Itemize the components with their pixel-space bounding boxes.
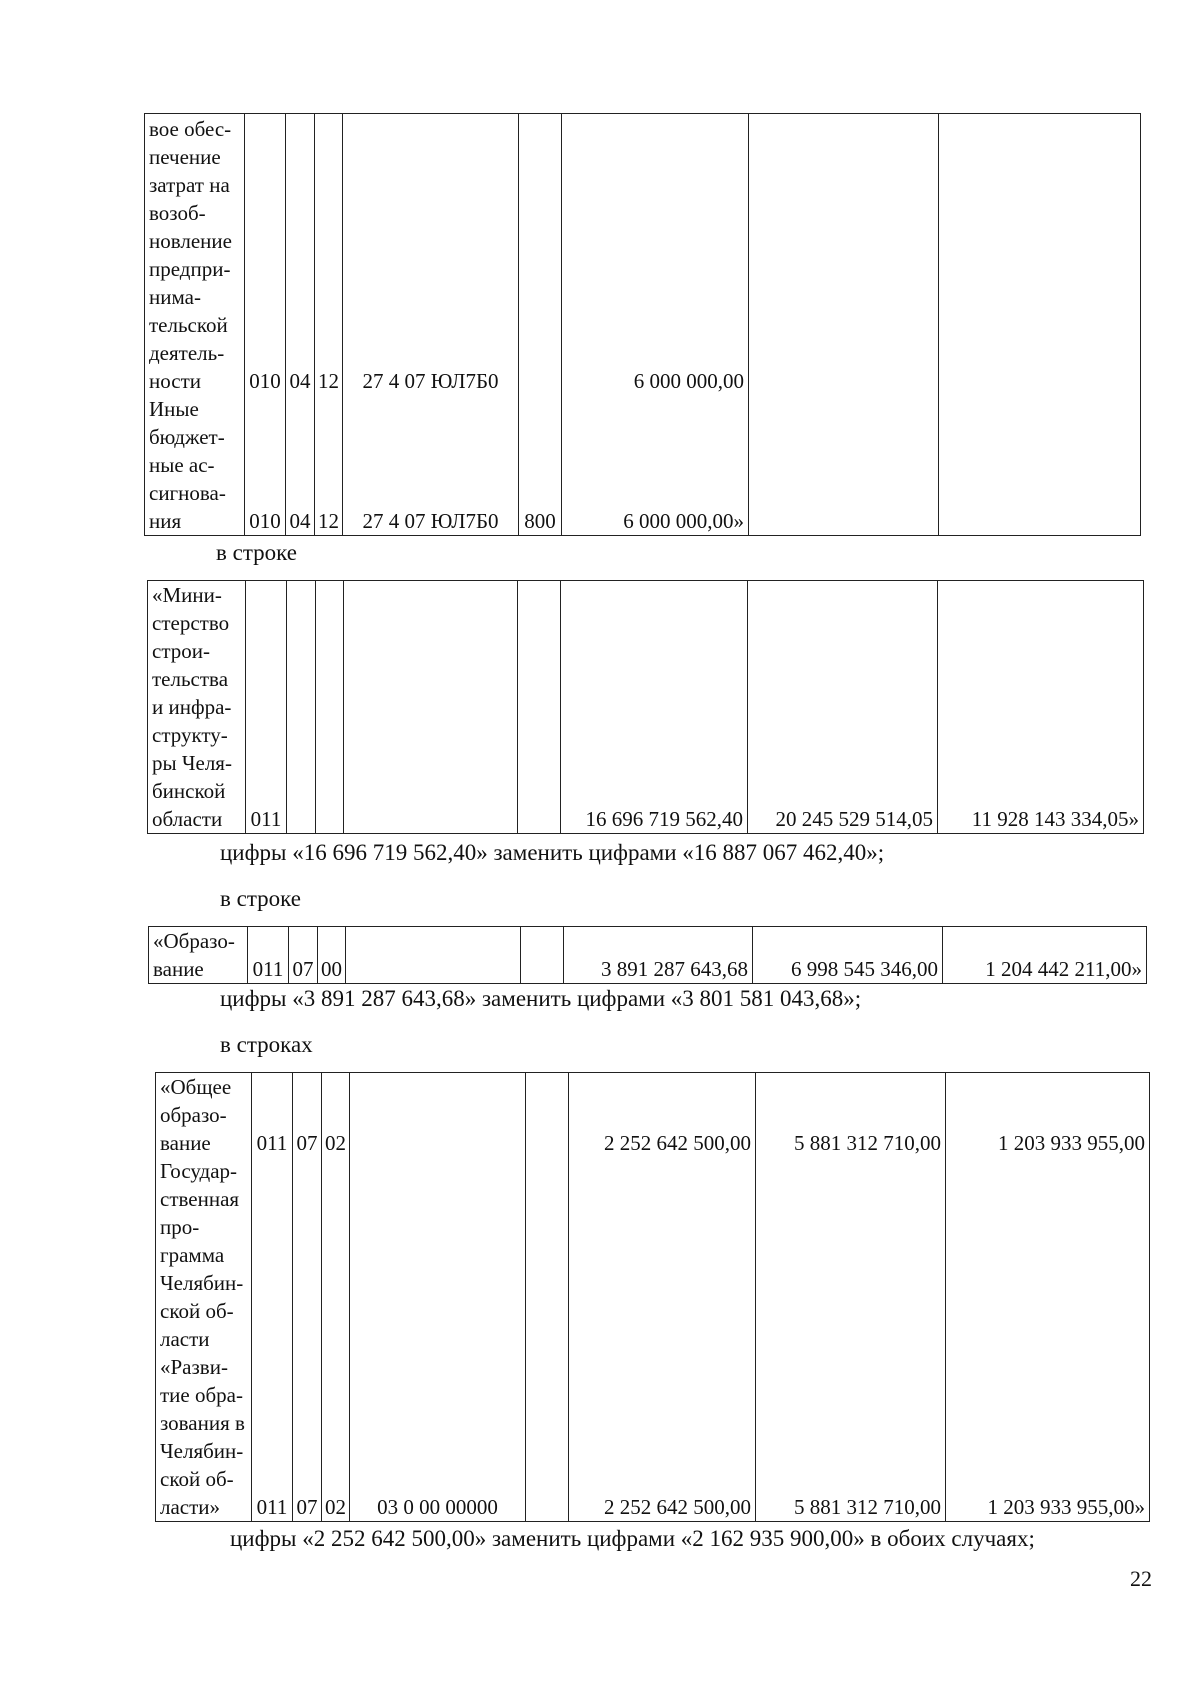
name-line: ния [149, 509, 182, 533]
table-row [148, 581, 1144, 834]
gr-value: 011 [256, 1131, 288, 1155]
name-line: тие обра- [160, 1383, 243, 1407]
gr-cell [252, 1073, 293, 1522]
pr-value: 02 [325, 1131, 346, 1155]
budget-table-2 [147, 580, 1144, 834]
sum1-value: 6 000 000,00» [623, 509, 744, 533]
sum1-cell: 3 891 287 643,68 [564, 927, 753, 984]
name-line: возоб- [149, 201, 206, 225]
name-line: тельства [152, 667, 229, 691]
sum3-cell [946, 1073, 1150, 1522]
name-line: про- [160, 1215, 200, 1239]
name-line: «Мини- [152, 583, 222, 607]
name-line: ры Челя- [152, 751, 232, 775]
name-line: сигнова- [149, 481, 226, 505]
rz-value: 04 [289, 369, 311, 393]
expense-name-cell [156, 1073, 252, 1522]
name-line: новление [149, 229, 232, 253]
expense-name-cell [149, 927, 248, 984]
csr-value: 27 4 07 ЮЛ7Б0 [362, 369, 499, 393]
sum3-cell [939, 114, 1141, 536]
name-line: стерство [152, 611, 230, 635]
name-line: «Общее [160, 1075, 232, 1099]
gr-value: 011 [256, 1495, 288, 1519]
sum1-cell [569, 1073, 756, 1522]
sum3-cell: 1 204 442 211,00» [943, 927, 1147, 984]
name-line: зования в [160, 1411, 245, 1435]
name-line: нима- [149, 285, 201, 309]
pr-cell [315, 114, 343, 536]
rz-cell [293, 1073, 322, 1522]
instruction-text: цифры «2 252 642 500,00» заменить цифрами «2 162 935 900,00» в обоих случаях; [230, 1526, 1035, 1551]
rz-cell: 07 [289, 927, 318, 984]
name-line: бюджет- [149, 425, 225, 449]
gr-cell: 011 [248, 927, 289, 984]
rz-value: 07 [296, 1131, 318, 1155]
pr-cell [322, 1073, 350, 1522]
sum2-cell: 6 998 545 346,00 [753, 927, 943, 984]
rz-value: 07 [296, 1495, 318, 1519]
name-line: предпри- [149, 257, 231, 281]
rz-value: 04 [289, 509, 311, 533]
name-line: Челябин- [160, 1271, 244, 1295]
sum3-value: 1 203 933 955,00» [987, 1495, 1145, 1519]
pr-cell: 00 [318, 927, 346, 984]
budget-table-1 [144, 113, 1141, 536]
sum2-cell [749, 114, 939, 536]
pr-cell [316, 581, 344, 834]
instruction-text: в строке [220, 886, 301, 911]
name-line: ской об- [160, 1467, 234, 1491]
pr-value: 02 [325, 1495, 346, 1519]
budget-table-4 [155, 1072, 1150, 1522]
instruction-text: цифры «3 891 287 643,68» заменить цифрами «3 801 581 043,68»; [220, 986, 862, 1011]
name-line: Государ- [160, 1159, 238, 1183]
name-line: вание [153, 957, 204, 981]
name-line: образо- [160, 1103, 227, 1127]
pr-value: 12 [318, 369, 339, 393]
name-line: затрат на [149, 173, 230, 197]
name-line: тельской [149, 313, 228, 337]
vr-cell [526, 1073, 569, 1522]
csr-cell [346, 927, 521, 984]
expense-name-cell [145, 114, 245, 536]
name-line: грамма [160, 1243, 225, 1267]
name-line: печение [149, 145, 221, 169]
table-row [149, 927, 1147, 984]
budget-table-3 [148, 926, 1147, 984]
gr-cell [245, 114, 286, 536]
csr-cell [343, 114, 519, 536]
name-line: структу- [152, 723, 228, 747]
name-line: Иные [149, 397, 199, 421]
instruction-text: в строке [216, 540, 297, 565]
name-line: строи- [152, 639, 210, 663]
sum2-value: 5 881 312 710,00 [794, 1495, 941, 1519]
name-line: вое обес- [149, 117, 232, 141]
table-row [156, 1073, 1150, 1522]
name-line: деятель- [149, 341, 225, 365]
csr-cell [350, 1073, 526, 1522]
vr-value: 800 [524, 509, 556, 533]
name-line: ственная [160, 1187, 240, 1211]
name-line: ные ас- [149, 453, 215, 477]
name-line: «Образо- [153, 929, 235, 953]
sum1-value: 2 252 642 500,00 [604, 1131, 751, 1155]
page-number: 22 [1130, 1566, 1152, 1591]
name-line: ности [149, 369, 201, 393]
sum3-value: 1 203 933 955,00 [998, 1131, 1145, 1155]
name-line: и инфра- [152, 695, 232, 719]
name-line: бинской [152, 779, 226, 803]
name-line: ской об- [160, 1299, 234, 1323]
vr-cell [518, 581, 561, 834]
sum2-value: 5 881 312 710,00 [794, 1131, 941, 1155]
name-line: области [152, 807, 223, 831]
sum2-cell: 20 245 529 514,05 [748, 581, 938, 834]
gr-cell: 011 [246, 581, 287, 834]
name-line: вание [160, 1131, 211, 1155]
gr-value: 010 [249, 369, 281, 393]
name-line: ласти» [160, 1495, 221, 1519]
vr-cell [521, 927, 564, 984]
instruction-text: цифры «16 696 719 562,40» заменить цифрами «16 887 067 462,40»; [220, 840, 885, 865]
csr-value: 03 0 00 00000 [377, 1495, 498, 1519]
instruction-text: в строках [220, 1032, 313, 1057]
sum1-cell [562, 114, 749, 536]
vr-cell [519, 114, 562, 536]
sum2-cell [756, 1073, 946, 1522]
pr-value: 12 [318, 509, 339, 533]
sum1-value: 6 000 000,00 [633, 369, 744, 393]
csr-cell [344, 581, 518, 834]
rz-cell [287, 581, 316, 834]
table-row [145, 114, 1141, 536]
rz-cell [286, 114, 315, 536]
sum3-cell: 11 928 143 334,05» [938, 581, 1144, 834]
name-line: Челябин- [160, 1439, 244, 1463]
name-line: «Разви- [160, 1355, 228, 1379]
sum1-value: 2 252 642 500,00 [604, 1495, 751, 1519]
gr-value: 010 [249, 509, 281, 533]
csr-value: 27 4 07 ЮЛ7Б0 [362, 509, 499, 533]
expense-name-cell [148, 581, 246, 834]
sum1-cell: 16 696 719 562,40 [561, 581, 748, 834]
name-line: ласти [160, 1327, 210, 1351]
